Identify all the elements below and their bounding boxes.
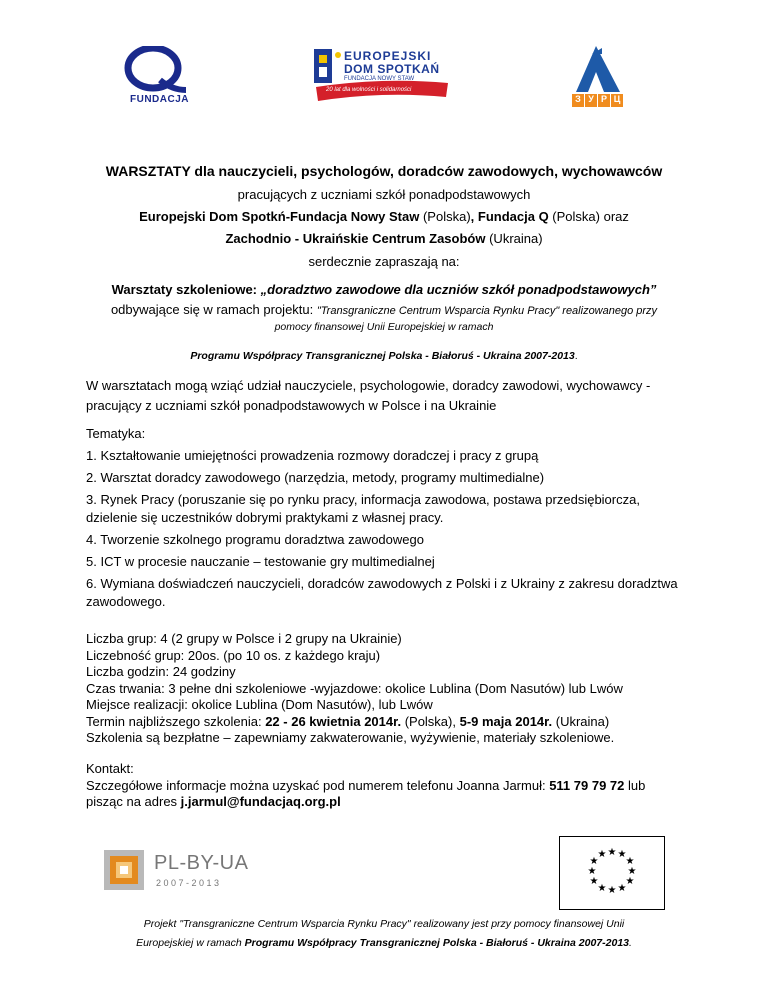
participants-line-2: pracujący z uczniami szkół ponadpodstawowych w Polsce i na Ukrainie	[86, 398, 497, 413]
svg-text:★: ★	[597, 883, 607, 894]
contact-heading: Kontakt:	[86, 761, 134, 776]
svg-text:★: ★	[589, 876, 599, 887]
svg-text:★: ★	[625, 856, 635, 867]
topic-1: 1. Kształtowanie umiejętności prowadzenia rozmowy doradczej i pracy z grupą	[86, 448, 539, 463]
footer-dot: .	[629, 937, 632, 949]
organisers-line	[0, 209, 768, 225]
detail-free: Szkolenia są bezpłatne – zapewniamy zakwaterowanie, wyżywienie, materiały szkoleniowe.	[86, 730, 615, 745]
term-ua: 5-9 maja 2014r.	[459, 713, 553, 729]
topic-3-cont: dzielenie się uczestników dobrymi praktykami z własnej pracy.	[86, 510, 444, 525]
contact-block	[86, 761, 686, 811]
eds-line2: DOM SPOTKAŃ	[344, 62, 440, 76]
topic-2: 2. Warsztat doradcy zawodowego (narzędzia, metody, programy multimedialne)	[86, 470, 545, 485]
footer-line-2	[0, 936, 768, 950]
programme-name: Programu Współpracy Transgranicznej Polska - Białoruś - Ukraina 2007-2013	[190, 350, 575, 362]
contact-line-2	[86, 794, 686, 811]
contact-email-prefix: pisząc na adres	[86, 794, 181, 809]
zurc-letter-1: З	[572, 94, 584, 107]
org-separator: ,	[470, 209, 478, 224]
eu-flag	[559, 836, 665, 910]
topic-5: 5. ICT w procesie nauczanie – testowanie gry multimedialnej	[86, 554, 435, 569]
eds-line3: FUNDACJA NOWY STAW	[344, 76, 415, 82]
topic-3: 3. Rynek Pracy (poruszanie się po rynku pracy, informacja zawodowa, postawa przedsiębiorcza,	[86, 492, 640, 507]
topic-4: 4. Tworzenie szkolnego programu doradztwa zawodowego	[86, 532, 424, 547]
programme-line	[0, 349, 768, 363]
project-prefix: odbywające się w ramach projektu:	[110, 302, 317, 317]
detail-groups: Liczba grup: 4 (2 grupy w Polsce i 2 grupy na Ukrainie)	[86, 631, 402, 646]
workshop-label: Warsztaty szkoleniowe:	[111, 282, 261, 297]
detail-size: Liczebność grup: 20os. (po 10 os. z każdego kraju)	[86, 647, 381, 663]
term-pl: 22 - 26 kwietnia 2014r.	[265, 713, 402, 729]
topics-heading: Tematyka:	[86, 426, 146, 441]
zurc-letter-4: Ц	[611, 94, 623, 107]
svg-text:★: ★	[589, 856, 599, 867]
svg-text:★: ★	[627, 866, 637, 877]
svg-text:★: ★	[625, 876, 635, 887]
term-prefix: Termin najbliższego szkolenia:	[86, 713, 266, 729]
workshop-title-line	[0, 282, 768, 298]
svg-text:★: ★	[617, 883, 627, 894]
org3-country: (Ukraina)	[485, 231, 543, 246]
org2-country: (Polska) oraz	[548, 209, 629, 224]
org3-name: Zachodnio - Ukraińskie Centrum Zasobów	[225, 231, 486, 246]
subtitle: pracujących z uczniami szkół ponadpodstawowych	[237, 187, 531, 202]
fundacja-q-logo	[120, 46, 190, 108]
contact-phone[interactable]: 511 79 79 72	[549, 777, 625, 793]
europejski-dom-spotkan-logo	[312, 47, 452, 103]
svg-text:★: ★	[607, 885, 617, 896]
plbyua-title: PL-BY-UA	[154, 852, 249, 874]
zurc-letter-3: Р	[598, 94, 610, 107]
svg-text:★: ★	[597, 849, 607, 860]
detail-hours: Liczba godzin: 24 godziny	[86, 664, 236, 679]
footer-prefix: Europejskiej w ramach	[136, 937, 245, 949]
participants-paragraph	[86, 377, 686, 414]
contact-line-1	[86, 778, 686, 795]
pl-by-ua-logo	[104, 850, 254, 898]
topic-6: 6. Wymiana doświadczeń nauczycieli, doradców zawodowych z Polski i z Ukrainy z zakresu doradztwa	[86, 576, 678, 591]
topic-6-cont: zawodowego.	[86, 594, 166, 609]
project-line-2: pomocy finansowej Unii Europejskiej w ramach	[274, 321, 494, 333]
footer-programme: Programu Współpracy Transgranicznej Polska - Białoruś - Ukraina 2007-2013	[244, 937, 629, 949]
org1-country: (Polska)	[419, 209, 471, 224]
project-name: "Transgraniczne Centrum Wsparcia Rynku Pracy" realizowanego przy	[316, 305, 658, 317]
invite-line: serdecznie zapraszają na:	[308, 254, 460, 269]
organiser3-line	[0, 231, 768, 247]
contact-email[interactable]: j.jarmul@fundacjaq.org.pl	[180, 794, 341, 809]
participants-line-1: W warsztatach mogą wziąć udział nauczyciele, psychologowie, doradcy zawodowi, wychowawcy -	[86, 378, 651, 393]
project-line	[0, 302, 768, 319]
eds-banner: 20 lat dla wolności i solidarności	[326, 87, 412, 93]
details-block	[86, 631, 686, 747]
zurc-logo	[572, 44, 624, 112]
programme-dot: .	[574, 350, 578, 362]
contact-suffix: lub	[624, 777, 646, 793]
detail-place: Miejsce realizacji: okolice Lublina (Dom Nasutów), lub Lwów	[86, 697, 433, 712]
org2-name: Fundacja Q	[477, 209, 549, 224]
contact-prefix: Szczegółowe informacje można uzyskać pod numerem telefonu Joanna Jarmuł:	[86, 777, 550, 793]
page-title: WARSZTATY dla nauczycieli, psychologów, doradców zawodowych, wychowawców	[105, 163, 663, 179]
zurc-letter-2: У	[585, 94, 597, 107]
zurc-letters	[572, 94, 623, 107]
detail-term	[86, 714, 686, 731]
eds-line1: EUROPEJSKI	[344, 49, 432, 63]
term-ua-country: (Ukraina)	[552, 713, 610, 729]
plbyua-years: 2 0 0 7 - 2 0 1 3	[156, 878, 220, 888]
svg-text:★: ★	[587, 866, 597, 877]
footer-line-1: Projekt "Transgraniczne Centrum Wsparcia Rynku Pracy" realizowany jest przy pomocy finansowej Unii	[143, 918, 625, 930]
term-pl-country: (Polska),	[401, 713, 460, 729]
org1-name: Europejski Dom Spotkń-Fundacja Nowy Staw	[139, 209, 420, 224]
detail-duration: Czas trwania: 3 pełne dni szkoleniowe -wyjazdowe: okolice Lublina (Dom Nasutów) lub Lwów	[86, 680, 623, 696]
svg-text:★: ★	[617, 849, 627, 860]
svg-text:★: ★	[607, 847, 617, 858]
fundacja-q-caption: FUNDACJA	[130, 94, 189, 105]
workshop-name: „doradztwo zawodowe dla uczniów szkół ponadpodstawowych”	[260, 282, 657, 297]
